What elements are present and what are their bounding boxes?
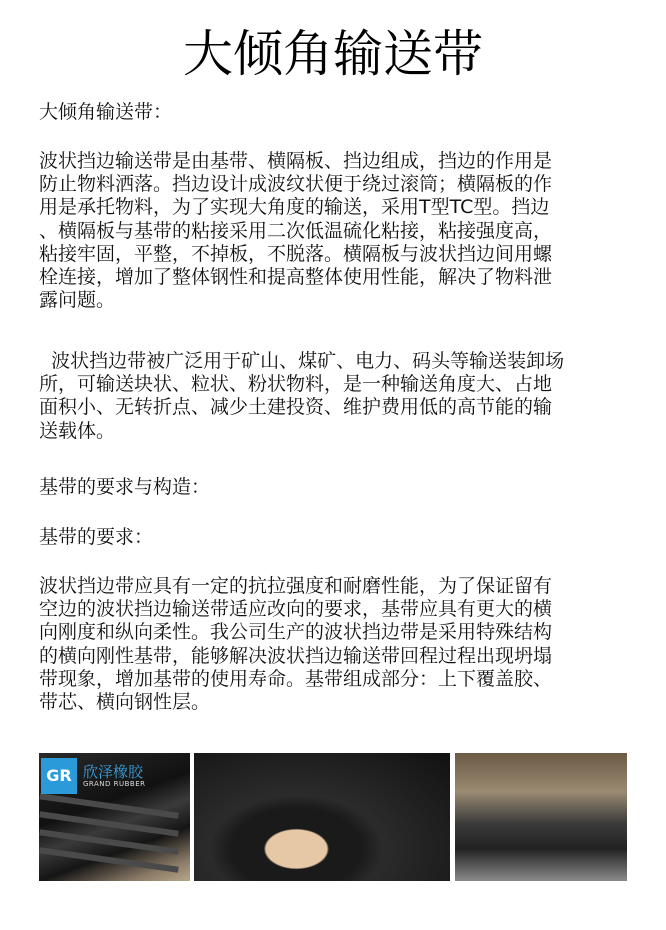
paragraph-applications: [39, 350, 639, 443]
brand-logo-english: GRAND RUBBER: [83, 780, 146, 788]
text-line: 露问题。: [39, 289, 116, 312]
text-line: 带芯、横向钢性层。: [39, 690, 211, 713]
paragraph-structure: [39, 150, 639, 312]
text-line: 带现象，增加基带的使用寿命。基带组成部分：上下覆盖胶、: [39, 667, 553, 690]
photo-sidewall-belts-warehouse: [455, 753, 627, 881]
heading-text: 基带的要求：: [39, 526, 154, 548]
photo-sidewall-belt-closeup: [194, 753, 450, 881]
text-line: 所，可输送块状、粒状、粉状物料，是一种输送角度大、占地: [39, 373, 553, 396]
text-line: 粘接牢固，平整，不掉板，不脱落。横隔板与波状挡边间用螺: [39, 242, 553, 265]
text-line: 空边的波状挡边输送带适应改向的要求，基带应具有更大的横: [39, 598, 553, 621]
paragraph-requirements: [39, 575, 639, 714]
text-line: 面积小、无转折点、减少土建投资、维护费用低的高节能的输: [39, 396, 553, 419]
text-line: 送载体。: [39, 419, 116, 442]
heading-text: 基带的要求与构造：: [39, 476, 211, 498]
text-line: 用是承托物料，为了实现大角度的输送，采用T型TC型。挡边: [39, 196, 550, 219]
heading-intro: [39, 101, 639, 124]
text-line: 、横隔板与基带的粘接采用二次低温硫化粘接，粘接强度高，: [39, 219, 553, 242]
page-title: 大倾角输送带: [183, 25, 483, 83]
text-line: 的横向刚性基带，能够解决波状挡边输送带回程过程出现坍塌: [39, 644, 553, 667]
text-line: 向刚度和纵向柔性。我公司生产的波状挡边带是采用特殊结构: [39, 621, 553, 644]
brand-logo-name: 欣泽橡胶: [83, 763, 144, 781]
heading-base-belt-construction: [39, 476, 639, 499]
text-line: 波状挡边带被广泛用于矿山、煤矿、电力、码头等输送装卸场: [39, 350, 565, 372]
text-line: 防止物料洒落。挡边设计成波纹状便于绕过滚筒；横隔板的作: [39, 173, 553, 196]
brand-logo-icon: GR: [41, 758, 77, 794]
text-line: 栓连接，增加了整体钢性和提高整体使用性能，解决了物料泄: [39, 265, 553, 288]
heading-text: 大倾角输送带：: [39, 101, 173, 123]
heading-base-belt-requirements: [39, 526, 639, 549]
photo-cleat-belts: [39, 753, 190, 881]
text-line: 波状挡边带应具有一定的抗拉强度和耐磨性能，为了保证留有: [39, 575, 553, 597]
text-line: 波状挡边输送带是由基带、横隔板、挡边组成，挡边的作用是: [39, 150, 553, 172]
